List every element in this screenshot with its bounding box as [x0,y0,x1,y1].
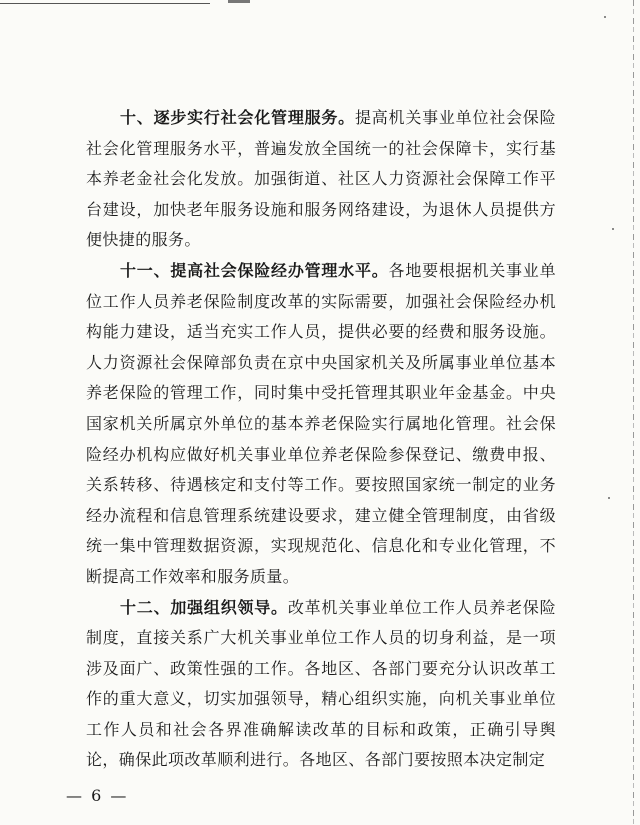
section-heading: 十、逐步实行社会化管理服务。 [120,108,355,127]
scan-speck [604,16,606,18]
section-heading: 十二、加强组织领导。 [120,597,288,617]
section-text: 改革机关事业单位工作人员养老保险制度，直接关系广大机关事业单位工作人员的切身利益，是一项涉及面广、政策性强的工作。各地区、各部门要充分认识改革工作的重大意义，切实加强领导，精心组织实施，向机关事业单位工作人员和社会各界准确解读改革的目标和政策，正确引导舆论，确保此项改革顺利进行。各地区、各部门要按照本决定制定 [86,597,556,770]
paragraph-section-12 [86,593,556,777]
scan-edge-line [0,3,210,4]
section-heading: 十一、提高社会保险经办管理水平。 [120,260,389,280]
scan-speck [608,497,610,499]
paragraph-section-10 [86,103,556,256]
section-text: 提高机关事业单位社会保险社会化管理服务水平，普遍发放全国统一的社会保障卡，实行基本养老金社会化发放。加强街道、社区人力资源社会保障工作平台建设，加快老年服务设施和服务网络建设，为退休人员提供方便快捷的服务。 [86,108,556,250]
section-text: 各地要根据机关事业单位工作人员养老保险制度改革的实际需要，加强社会保险经办机构能力建设，适当充实工作人员，提供必要的经费和服务设施。人力资源社会保障部负责在京中央国家机关及所属事业单位基本养老保险的管理工作，同时集中受托管理其职业年金基金。中央国家机关所属京外单位的基本养老保险实行属地化管理。社会保险经办机构应做好机关事业单位养老保险参保登记、缴费申报、关系转移、待遇核定和支付等工作。要按照国家统一制定的业务经办流程和信息管理系统建设要求，建立健全管理制度，由省级统一集中管理数据资源，实现规范化、信息化和专业化管理，不断提高工作效率和服务质量。 [86,260,556,586]
scan-edge-mark [228,0,250,3]
document-body [86,103,556,776]
paragraph-section-11 [86,256,556,593]
scan-speck [612,228,614,230]
page-number: — 6 — [66,786,129,805]
scan-page-edge [633,0,634,825]
